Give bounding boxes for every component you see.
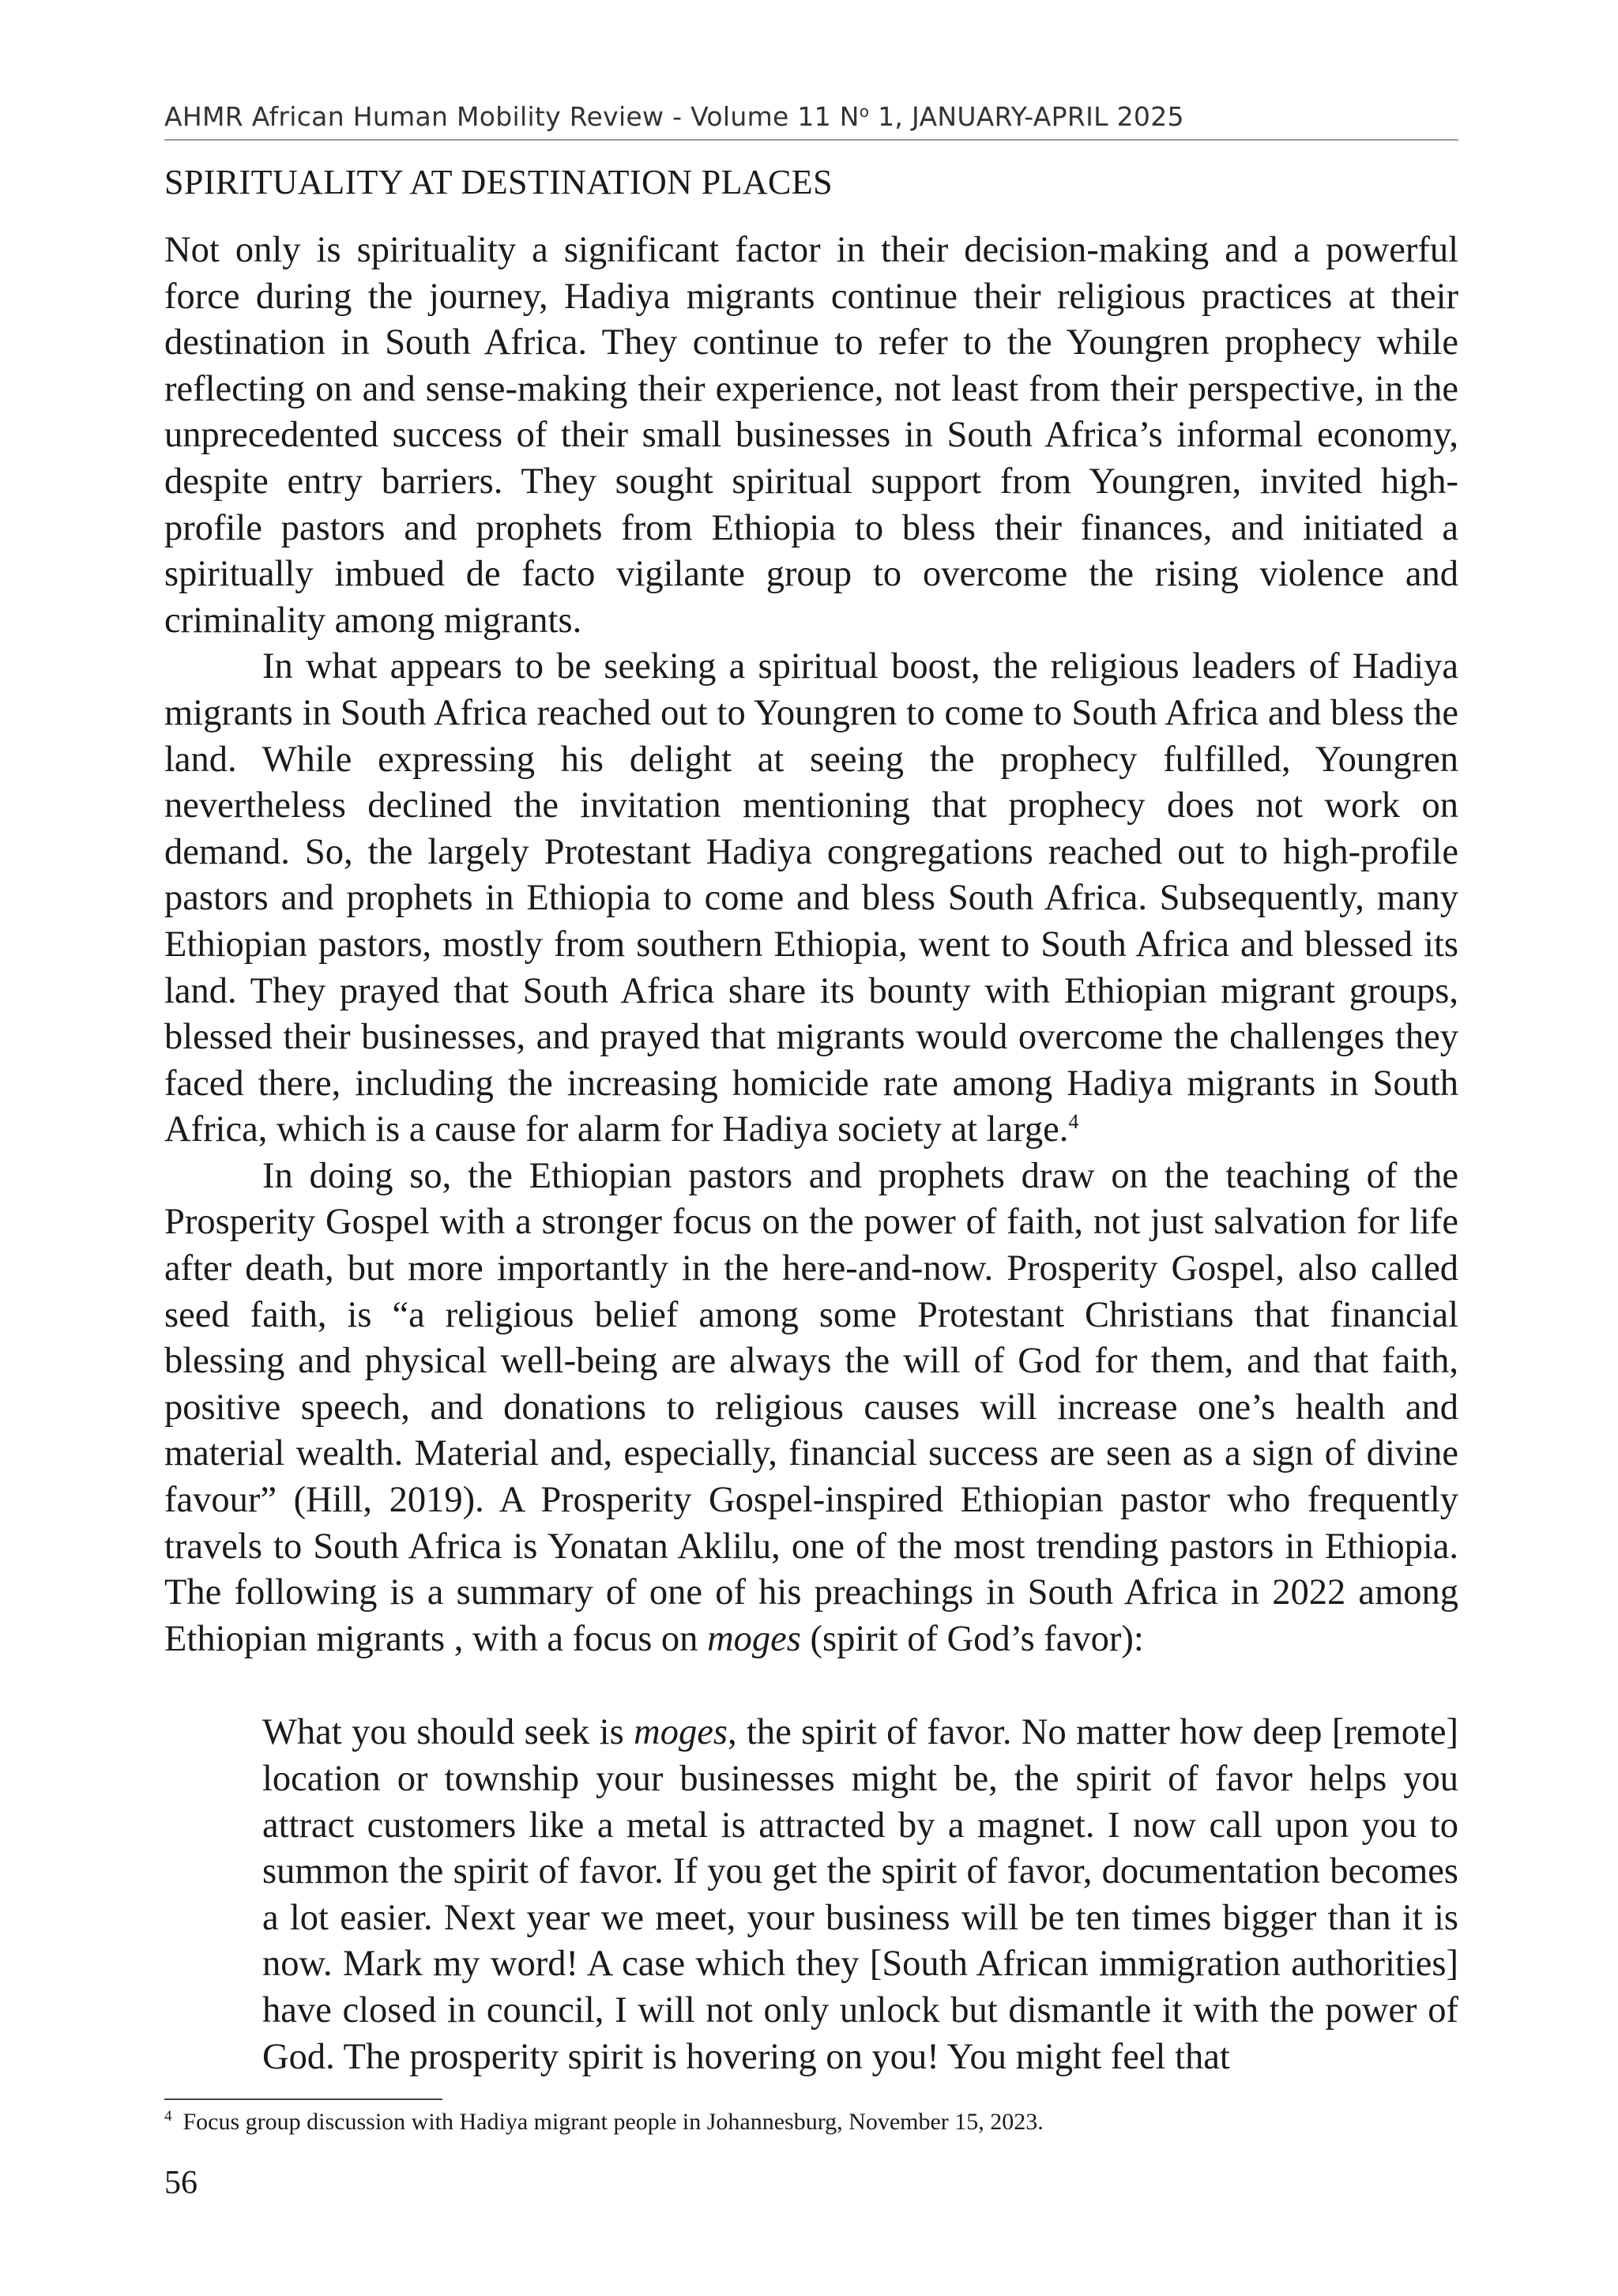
running-head — [164, 101, 1458, 141]
running-head-prefix: AHMR African Human Mobility Review - Volume 11 N — [164, 101, 860, 132]
page-number: 56 — [164, 2165, 198, 2201]
running-head-suffix: 1, JANUARY-APRIL 2025 — [869, 101, 1184, 132]
block-quote-italic-term: moges — [634, 1712, 728, 1753]
block-quote — [262, 1710, 1458, 2080]
block-quote-lead: What you should seek is — [262, 1712, 634, 1753]
paragraph-2-text: In what appears to be seeking a spiritual boost, the religious leaders of Hadiya migrants in South Africa reached out to Youngren to come to South Africa and bless the land. While expressing his delight at seeing the prophecy fulfilled, Youngren nevertheless declined the invitation mentioning that prophecy does not work on demand. So, the largely Protestant Hadiya congregations reached out to high-profile pastors and prophets in Ethiopia to come and bless South Africa. Subsequently, many Ethiopian pastors, mostly from southern Ethiopia, went to South Africa and blessed its land. They prayed that South Africa share its bounty with Ethiopian migrant groups, blessed their businesses, and prayed that migrants would overcome the challenges they faced there, including the increasing homicide rate among Hadiya migrants in South Africa, which is a cause for alarm for Hadiya society at large. — [164, 646, 1458, 1150]
paragraph-1: Not only is spirituality a significant factor in their decision-making and a powerful force during the journey, Hadiya migrants continue their religious practices at their destination in South Africa. They continue to refer to the Youngren prophecy while reflecting on and sense-making their experience, not least from their perspective, in the unprecedented success of their small businesses in South Africa’s informal economy, despite entry barriers. They sought spiritual support from Youngren, invited high-profile pastors and prophets from Ethiopia to bless their finances, and initiated a spiritually imbued de facto vigilante group to overcome the rising violence and criminality among migrants. — [164, 230, 1458, 641]
paragraph-3-italic-term: moges — [707, 1618, 801, 1659]
footnote-number: 4 — [164, 2108, 172, 2125]
section-heading: SPIRITUALITY AT DESTINATION PLACES — [164, 163, 833, 201]
paragraph-3-tail: (spirit of God’s favor): — [800, 1618, 1144, 1659]
article-body — [164, 155, 1458, 2080]
block-quote-text: , the spirit of favor. No matter how deep [remote] location or township your businesses might be, the spirit of favor helps you attract customers like a metal is attracted by a magnet. I now call upon you to summon the spirit of favor. If you get the spirit of favor, documentation becomes a lot easier. Next year we meet, your business will be ten times bigger than it is now. Mark my word! A case which they [South African immigration authorities] have closed in council, I will not only unlock but dismantle it with the power of God. The prosperity spirit is hovering on you! You might feel that — [262, 1712, 1458, 2077]
paragraph-3-text: In doing so, the Ethiopian pastors and prophets draw on the teaching of the Prosperity Gospel with a stronger focus on the power of faith, not just salvation for life after death, but more importantly in the here-and-now. Prosperity Gospel, also called seed faith, is “a religious belief among some Protestant Christians that financial blessing and physical well-being are always the will of God for them, and that faith, positive speech, and donations to religious causes will increase one’s health and material wealth. Material and, especially, financial success are seen as a sign of divine favour” (Hill, 2019). A Prosperity Gospel-inspired Ethiopian pastor who frequently travels to South Africa is Yonatan Aklilu, one of the most trending pastors in Ethiopia. The following is a summary of one of his preachings in South Africa in 2022 among Ethiopian migrants , with a focus on — [164, 1155, 1458, 1659]
footnote-divider — [164, 2098, 442, 2100]
paragraph-2 — [164, 644, 1458, 1154]
paragraph-3 — [164, 1154, 1458, 1663]
running-head-number-sign: o — [859, 102, 870, 121]
footnote-text: Focus group discussion with Hadiya migrant people in Johannesburg, November 15, 2023. — [182, 2109, 1044, 2135]
footnote-4 — [164, 2106, 1458, 2138]
footnote-ref-4[interactable]: 4 — [1068, 1110, 1079, 1134]
